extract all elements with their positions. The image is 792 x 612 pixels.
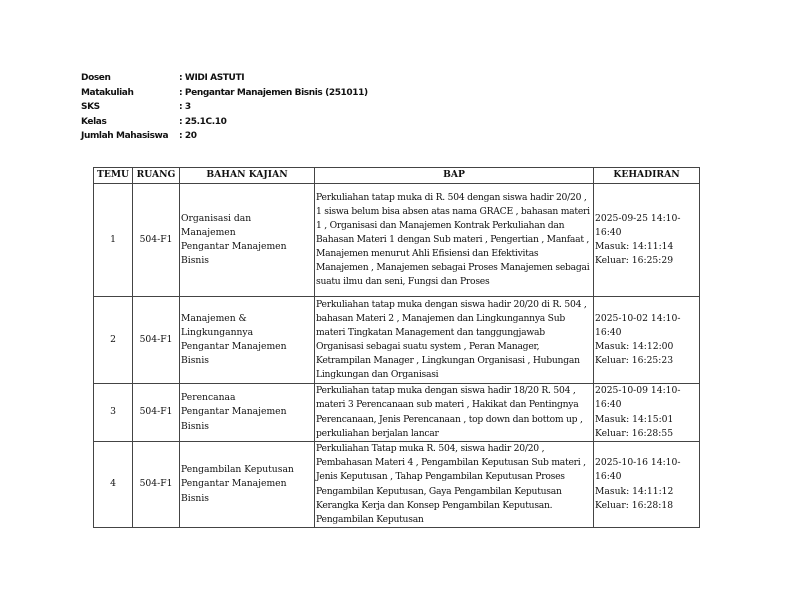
table-row: [94, 184, 700, 297]
info-row-matakuliah: [81, 86, 368, 101]
matakuliah-label: Matakuliah: [81, 87, 134, 98]
bahan-line: Bisnis: [181, 420, 209, 432]
bahan-line: Pengantar Manajemen: [181, 241, 287, 252]
info-row-sks: [81, 100, 368, 115]
jumlah-label: Jumlah Mahasiswa: [81, 131, 169, 142]
col-header-ruang: RUANG: [133, 168, 180, 184]
info-row-jumlah: [81, 129, 368, 144]
kehadiran-masuk: Masuk: 14:15:01: [595, 413, 674, 425]
bahan-line: Manajemen: [181, 226, 236, 238]
kehadiran-masuk: Masuk: 14:12:00: [595, 341, 674, 352]
cell-ruang: 504-F1: [133, 184, 180, 297]
course-info: [81, 71, 368, 144]
cell-bahan-kajian: [180, 297, 315, 384]
kehadiran-date: 2025-10-16 14:10-: [595, 457, 681, 469]
kehadiran-keluar: Keluar: 16:25:23: [595, 355, 674, 367]
attendance-table: [93, 167, 700, 528]
cell-temu: 4: [94, 442, 133, 528]
cell-temu: 1: [94, 184, 133, 297]
dosen-label: Dosen: [81, 73, 111, 83]
bahan-line: Pengambilan Keputusan: [181, 464, 294, 476]
kehadiran-keluar: Keluar: 16:25:29: [595, 255, 674, 267]
kelas-label: Kelas: [81, 116, 107, 127]
table-row: [94, 442, 700, 528]
cell-bahan-kajian: [180, 384, 315, 442]
bahan-line: Pengantar Manajemen: [181, 341, 287, 352]
col-header-temu: TEMU: [94, 168, 133, 184]
cell-bap: Perkuliahan tatap muka dengan siswa hadir 18/20 R. 504 , materi 3 Perencanaan sub materi , Hakikat dan Pentingnya Perencanaan, Jenis Perencanaan , top down dan bottom up , perkuliahan berjalan lancar: [315, 384, 594, 442]
bahan-line: Lingkungannya: [181, 326, 254, 338]
cell-kehadiran: [594, 184, 700, 297]
bahan-line: Pengantar Manajemen: [181, 478, 287, 490]
kehadiran-date: 2025-09-25 14:10-: [595, 212, 681, 224]
cell-kehadiran: [594, 384, 700, 442]
sks-value: : 3: [179, 102, 191, 113]
cell-bap: Perkuliahan tatap muka dengan siswa hadir 20/20 di R. 504 , bahasan Materi 2 , Manajemen dan Lingkungannya Sub materi Tingkatan Management dan tanggungjawab Organisasi sebagai suatu system , Peran Manager, Ketrampilan Manager , Lingkungan Organisasi , Hubungan Lingkungan dan Organisasi: [315, 297, 594, 384]
cell-temu: 3: [94, 384, 133, 442]
kehadiran-masuk: Masuk: 14:11:12: [595, 485, 674, 497]
table-row: [94, 384, 700, 442]
kehadiran-end-time: 16:40: [595, 399, 622, 411]
col-header-kehadiran: KEHADIRAN: [594, 168, 700, 184]
col-header-bap: BAP: [315, 168, 594, 184]
cell-ruang: 504-F1: [133, 384, 180, 442]
bahan-line: Organisasi dan: [181, 212, 252, 224]
cell-ruang: 504-F1: [133, 297, 180, 384]
table-header-row: [94, 168, 700, 184]
table-row: [94, 297, 700, 384]
cell-bahan-kajian: [180, 184, 315, 297]
matakuliah-value: : Pengantar Manajemen Bisnis (251011): [179, 87, 368, 98]
bahan-line: Perencanaa: [181, 392, 236, 404]
kehadiran-keluar: Keluar: 16:28:18: [595, 499, 674, 511]
cell-bap: Perkuliahan tatap muka di R. 504 dengan siswa hadir 20/20 , 1 siswa belum bisa absen atas nama GRACE , bahasan materi 1 , Organisasi dan Manajemen Kontrak Perkuliahan dan Bahasan Materi 1 dengan Sub materi , Pengertian , Manfaat , Manajemen menurut Ahli Efisiensi dan Efektivitas Manajemen , Manajemen sebagai Proses Manajemen sebagai suatu ilmu dan seni, Fungsi dan Proses: [315, 184, 594, 297]
jumlah-value: : 20: [179, 131, 197, 142]
cell-kehadiran: [594, 297, 700, 384]
sks-label: SKS: [81, 102, 100, 113]
cell-kehadiran: [594, 442, 700, 528]
kehadiran-date: 2025-10-02 14:10-: [595, 312, 681, 324]
bahan-line: Manajemen &: [181, 312, 247, 324]
info-row-dosen: [81, 71, 368, 86]
kehadiran-end-time: 16:40: [595, 471, 622, 483]
dosen-value: : WIDI ASTUTI: [179, 73, 245, 83]
cell-ruang: 504-F1: [133, 442, 180, 528]
bahan-line: Pengantar Manajemen: [181, 406, 287, 418]
bahan-line: Bisnis: [181, 255, 209, 267]
cell-bahan-kajian: [180, 442, 315, 528]
col-header-bahan-kajian: BAHAN KAJIAN: [180, 168, 315, 184]
kehadiran-masuk: Masuk: 14:11:14: [595, 241, 674, 252]
info-row-kelas: [81, 115, 368, 130]
bahan-line: Bisnis: [181, 355, 209, 367]
bahan-line: Bisnis: [181, 492, 209, 504]
kehadiran-date: 2025-10-09 14:10-: [595, 385, 681, 397]
cell-bap: Perkuliahan Tatap muka R. 504, siswa hadir 20/20 , Pembahasan Materi 4 , Pengambilan Keputusan Sub materi , Jenis Keputusan , Tahap Pengambilan Keputusan Proses Pengambilan Keputusan, Gaya Pengambilan Keputusan Kerangka Kerja dan Konsep Pengambilan Keputusan. Pengambilan Keputusan: [315, 442, 594, 528]
kehadiran-end-time: 16:40: [595, 226, 622, 238]
kelas-value: : 25.1C.10: [179, 116, 227, 127]
kehadiran-keluar: Keluar: 16:28:55: [595, 427, 674, 439]
kehadiran-end-time: 16:40: [595, 326, 622, 338]
cell-temu: 2: [94, 297, 133, 384]
